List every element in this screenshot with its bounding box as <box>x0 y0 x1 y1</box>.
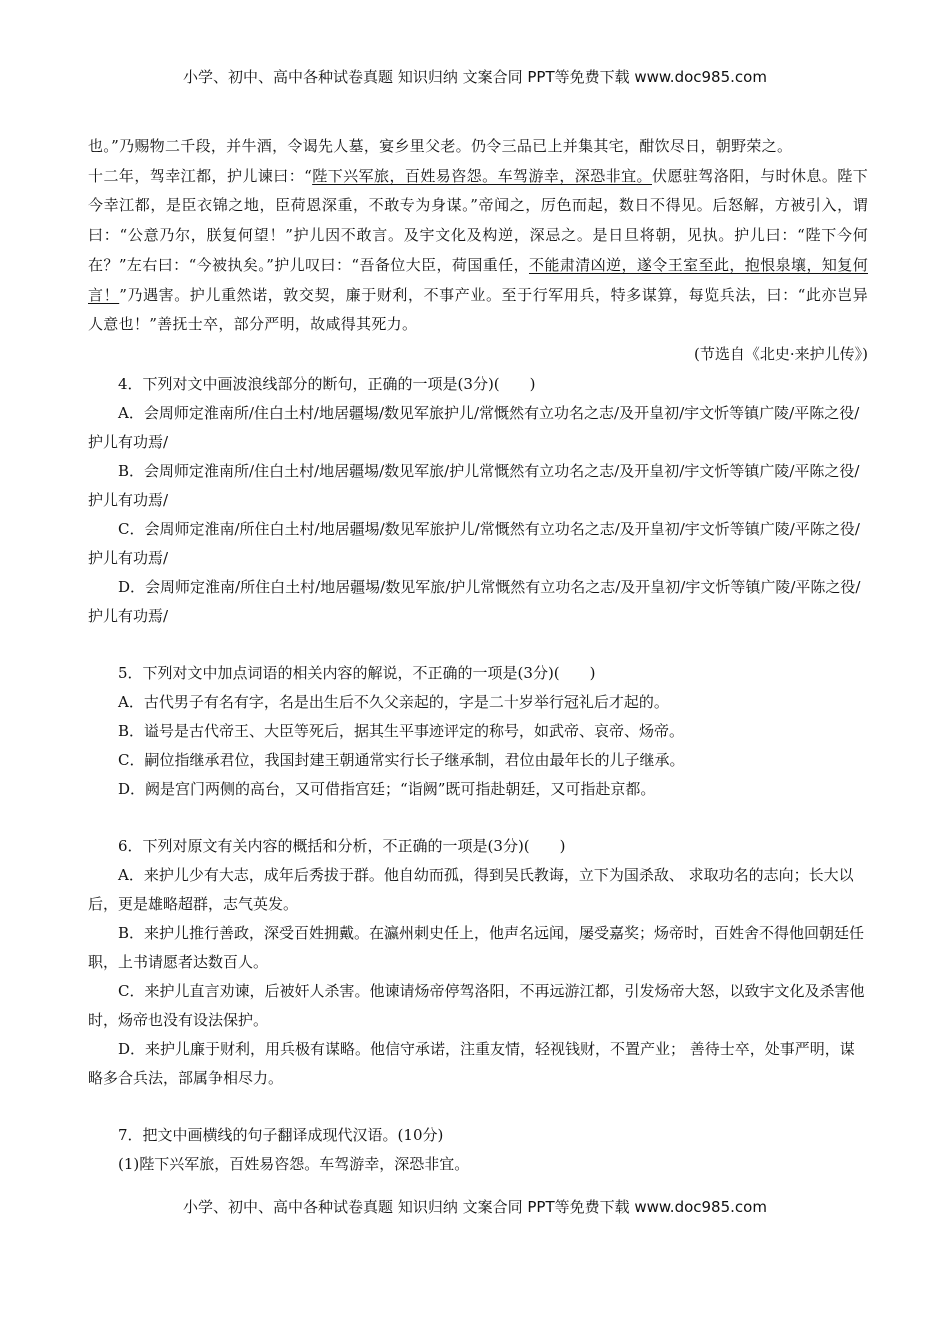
option-d: D．阙是宫门两侧的高台，又可借指宫廷；“诣阙”既可指赴朝廷，又可指赴京都。 <box>118 779 656 798</box>
option-c: C．来护儿直言劝谏，后被奸人杀害。他谏请炀帝停驾洛阳，不再远游江都，引发炀帝大怒，以致宇文化及杀害他时，炀帝也没有设法保护。 <box>88 981 865 1029</box>
underlined-sentence-1: 陛下兴军旅，百姓易咨怨。车驾游幸，深恐非宜。 <box>312 166 652 185</box>
passage-source: (节选自《北史·来护儿传》) <box>694 344 868 363</box>
option-a: A．古代男子有名有字，名是出生后不久父亲起的，字是二十岁举行冠礼后才起的。 <box>118 692 669 711</box>
option-c: C．会周师定淮南/所住白土村/地居疆埸/数见军旅护儿/常慨然有立功名之志/及开皇初/宇文忻等镇广陵/平陈之役/护儿有功焉/ <box>88 519 860 567</box>
question-stem: 5．下列对文中加点词语的相关内容的解说，不正确的一项是(3分)( ) <box>118 663 596 682</box>
option-b: B．来护儿推行善政，深受百姓拥戴。在瀛州刺史任上，他声名远闻，屡受嘉奖；炀帝时，百姓舍不得他回朝廷任职，上书请愿者达数百人。 <box>88 923 865 971</box>
question-stem: 7．把文中画横线的句子翻译成现代汉语。(10分) <box>118 1125 444 1144</box>
question-stem: 6．下列对原文有关内容的概括和分析，不正确的一项是(3分)( ) <box>118 836 566 855</box>
option-a: A．来护儿少有大志，成年后秀拔于群。他自幼而孤，得到吴氏教诲，立下为国杀敌、 求取功名的志向；长大以后，更是雄略超群，志气英发。 <box>88 865 854 913</box>
option-d: D．来护儿廉于财利，用兵极有谋略。他信守承诺，注重友情，轻视钱财，不置产业； 善待士卒，处事严明，谋略多合兵法，部属争相尽力。 <box>88 1039 855 1087</box>
question-5 <box>88 659 868 804</box>
question-stem: 4．下列对文中画波浪线部分的断句，正确的一项是(3分)( ) <box>118 374 536 393</box>
option-b: B．谥号是古代帝王、大臣等死后，据其生平事迹评定的称号，如武帝、哀帝、炀帝。 <box>118 721 685 740</box>
sub-question-1: (1)陛下兴军旅，百姓易咨怨。车驾游幸，深恐非宜。 <box>118 1154 470 1173</box>
page-header: 小学、初中、高中各种试卷真题 知识归纳 文案合同 PPT等免费下载 www.doc985.com <box>183 68 767 86</box>
question-6 <box>88 832 868 1093</box>
option-d: D．会周师定淮南/所住白土村/地居疆埸/数见军旅/护儿常慨然有立功名之志/及开皇初/宇文忻等镇广陵/平陈之役/护儿有功焉/ <box>88 577 861 625</box>
passage-paragraph-2 <box>88 162 868 340</box>
passage-paragraph-1: 也。”乃赐物二千段，并牛酒，令谒先人墓，宴乡里父老。仍令三品已上并集其宅，酣饮尽日，朝野荣之。 <box>88 137 793 155</box>
underlined-sentence-2: 不能肃清凶逆，遂令王室至此，抱恨泉壤，知复何言！ <box>88 255 868 304</box>
option-a: A．会周师定淮南所/住白土村/地居疆埸/数见军旅护儿/常慨然有立功名之志/及开皇初/宇文忻等镇广陵/平陈之役/护儿有功焉/ <box>88 403 860 451</box>
question-7 <box>88 1121 868 1179</box>
page-footer: 小学、初中、高中各种试卷真题 知识归纳 文案合同 PPT等免费下载 www.doc985.com <box>183 1198 767 1216</box>
question-4 <box>88 370 868 631</box>
document-body <box>88 132 868 1179</box>
option-b: B．会周师定淮南所/住白土村/地居疆埸/数见军旅/护儿常慨然有立功名之志/及开皇初/宇文忻等镇广陵/平陈之役/护儿有功焉/ <box>88 461 860 509</box>
passage-text: 伏愿驻驾洛阳，与时休息。陛下今幸江都，是臣衣锦之地，臣荷恩深重，不敢专为身谋。”帝闻之，厉色而起，数日不得见。后怒解，方被引入，谓曰：“公意乃尔，朕复何望！”护儿因不敢言。及宇文化及构逆，深忌之。是日旦将朝，见执。护儿曰：“陛下今何在？”左右曰：“今被执矣。”护儿叹曰：“吾备位大臣，荷国重任， <box>88 166 869 274</box>
passage-text: 十二年，驾幸江都，护儿谏曰：“ <box>88 166 313 185</box>
option-c: C．嗣位指继承君位，我国封建王朝通常实行长子继承制，君位由最年长的儿子继承。 <box>118 750 685 769</box>
passage-text: ”乃遇害。护儿重然诺，敦交契，廉于财利，不事产业。至于行军用兵，特多谋算，每览兵法，曰：“此亦岂异人意也！”善抚士卒，部分严明，故咸得其死力。 <box>88 285 868 334</box>
